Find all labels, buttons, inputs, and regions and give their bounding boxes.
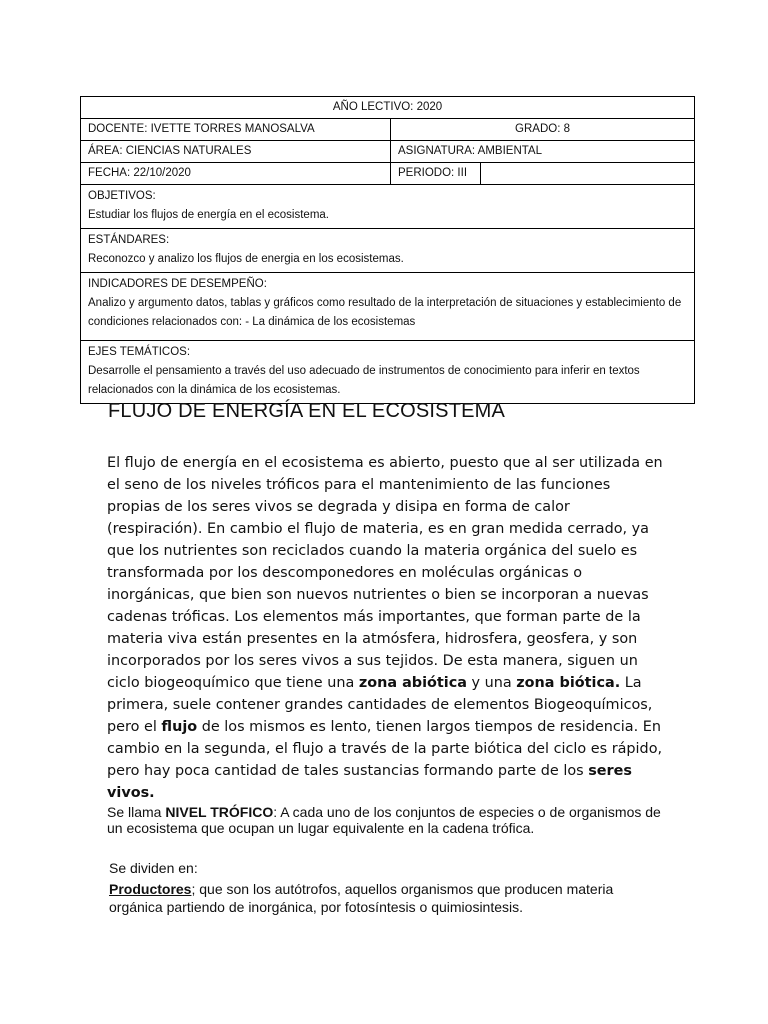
definition-text: : A cada uno de los conjuntos de especies o de organismos de un ecosistema que ocupan un lugar equivalente en la cadena trófica. <box>107 804 661 836</box>
bold-term-flow: flujo <box>161 719 198 735</box>
indicators-cell <box>81 273 695 341</box>
school-year-cell: AÑO LECTIVO: 2020 <box>81 97 695 119</box>
paragraph-text: La primera, suele contener grandes cantidades de elementos Biogeoquímicos, pero el <box>107 675 653 735</box>
standards-label: ESTÁNDARES: <box>88 234 170 246</box>
paragraph-text: de los mismos es lento, tienen largos tiempos de residencia. En cambio en la segunda, el flujo a través de la parte biótica del ciclo es rápido, pero hay poca cantidad de tales sustancias formando parte de los <box>107 719 663 779</box>
bold-term-living-beings: seres vivos. <box>107 763 632 801</box>
standards-text: Reconozco y analizo los flujos de energia en los ecosistemas. <box>88 253 404 265</box>
bold-term-abiotic: zona abiótica <box>358 675 467 691</box>
divided-heading: Se dividen en: <box>109 860 198 876</box>
indicators-text: Analizo y argumento datos, tablas y gráficos como resultado de la interpretación de situaciones y establecimiento de condiciones relacionados con: - La dinámica de los ecosistemas <box>88 297 682 328</box>
standards-cell <box>81 229 695 273</box>
bold-term-biotic: zona biótica. <box>516 675 621 691</box>
producers-item <box>109 880 669 916</box>
document-title: FLUJO DE ENERGÍA EN EL ECOSISTEMA <box>108 400 506 422</box>
paragraph-text: El flujo de energía en el ecosistema es abierto, puesto que al ser utilizada en el seno de los niveles tróficos para el mantenimiento de las funciones propias de los seres vivos se degrada y disipa en forma de calor (respiración). En cambio el flujo de materia, es en gran medida cerrado, ya que los nutrientes son reciclados cuando la materia orgánica del suelo es transformada por los descomponedores en moléculas orgánicas o inorgánicas, que bien son nuevos nutrientes o bien se incorporan a nuevas cadenas tróficas. Los elementos más importantes, que forman parte de la materia viva están presentes en la atmósfera, hidrosfera, geosfera, y son incorporados por los seres vivos a sus tejidos. De esta manera, siguen un ciclo biogeoquímico que tiene una <box>107 455 663 691</box>
subject-cell: ASIGNATURA: AMBIENTAL <box>391 141 695 163</box>
date-cell: FECHA: 22/10/2020 <box>81 163 391 185</box>
themes-cell <box>81 341 695 404</box>
teacher-cell: DOCENTE: IVETTE TORRES MANOSALVA <box>81 119 391 141</box>
paragraph-text: y una <box>466 675 517 691</box>
indicators-label: INDICADORES DE DESEMPEÑO: <box>88 278 267 290</box>
themes-label: EJES TEMÁTICOS: <box>88 346 191 358</box>
producers-term: Productores <box>109 881 192 897</box>
objectives-text: Estudiar los flujos de energía en el ecosistema. <box>88 209 329 221</box>
themes-text: Desarrolle el pensamiento a través del uso adecuado de instrumentos de conocimiento para inferir en textos relacionados con la dinámica de los ecosistemas. <box>88 365 640 396</box>
definition-term: NIVEL TRÓFICO <box>165 804 274 820</box>
objectives-label: OBJETIVOS: <box>88 190 156 202</box>
main-paragraph <box>107 452 663 804</box>
area-cell: ÁREA: CIENCIAS NATURALES <box>81 141 391 163</box>
grade-cell: GRADO: 8 <box>391 119 695 141</box>
trophic-level-definition <box>107 804 667 836</box>
producers-text: ; que son los autótrofos, aquellos organismos que producen materia orgánica partiendo de inorgánica, por fotosíntesis o quimiosintesis. <box>109 881 614 915</box>
definition-lead: Se llama <box>107 804 166 820</box>
period-value-cell <box>481 163 695 185</box>
period-cell: PERIODO: III <box>391 163 481 185</box>
header-table <box>80 96 695 404</box>
objectives-cell <box>81 185 695 229</box>
